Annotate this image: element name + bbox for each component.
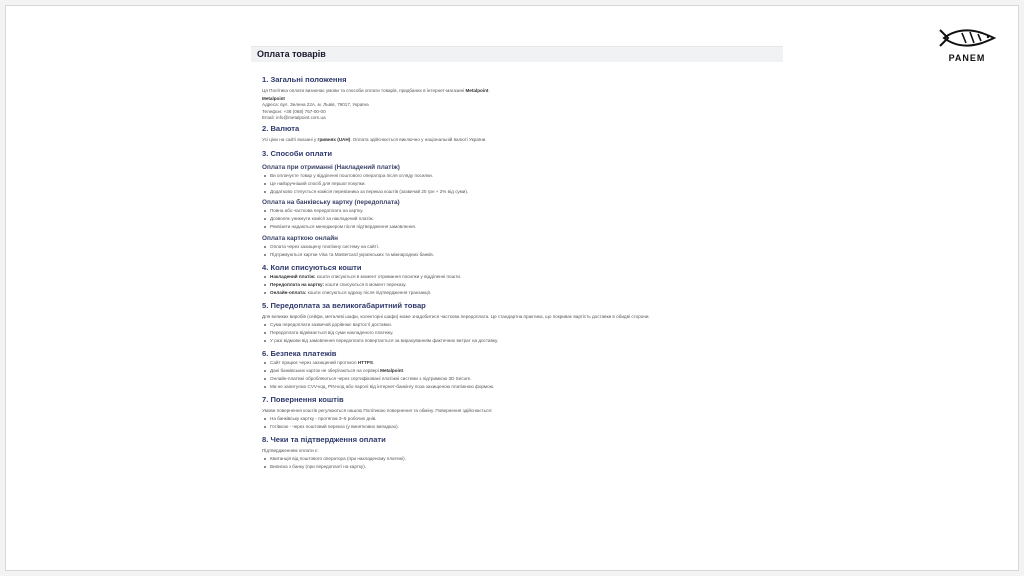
list-item: Ви оплачуєте товар у відділенні поштового оператора після огляду посилки. (262, 172, 772, 180)
list-item: Онлайн-оплата: кошти списуються одразу після підтвердження транзакції. (262, 289, 772, 297)
list-item: Дані банківських карток не зберігаються на сервері Metalpoint. (262, 367, 772, 375)
bullet-list (262, 243, 772, 259)
section-text: Усі ціни на сайті вказані у гривнях (UAH). Оплата здійснюється виключно у національній валюті України. (262, 137, 487, 143)
section-heading: 5. Передоплата за великогабаритний товар (262, 301, 426, 311)
section-heading: 6. Безпека платежів (262, 349, 337, 359)
contact-block (262, 96, 772, 121)
section-text: Ця Політика оплати визначає умови та способи оплати товарів, придбаних в інтернет-магазині Metalpoint. (262, 88, 490, 93)
section-text: Підтвердженням оплати є: (262, 448, 319, 454)
bullet-list (262, 207, 772, 231)
subsection-heading: Оплата при отриманні (Накладений платіж) (262, 164, 400, 172)
slide-frame (5, 5, 1019, 571)
page-content (251, 62, 783, 471)
list-item: Накладений платіж: кошти списуються в момент отримання посилки у відділенні пошти. (262, 273, 772, 281)
section-heading: 2. Валюта (262, 124, 300, 134)
list-item: Готівкою - через поштовий переказ (у виняткових випадках). (262, 423, 772, 431)
list-item: Додатково стягується комісія перевізника за переказ коштів (зазвичай 20 грн + 2% від суми). (262, 188, 772, 196)
list-item: Квитанція від поштового оператора (при накладеному платежі). (262, 455, 772, 463)
list-item: Сайт працює через захищений протокол HTTPS. (262, 359, 772, 367)
panem-logo (938, 24, 996, 68)
list-item: Оплата через захищену платіжну систему на сайті. (262, 243, 772, 251)
list-item: Ми не запитуємо CVV-код, PIN-код або паролі від інтернет-банкінгу поза захищеною платіжною формою. (262, 383, 772, 391)
bullet-list (262, 359, 772, 391)
list-item: Дозволяє уникнути комісії за накладений платіж. (262, 215, 772, 223)
section-text: Для великих виробів (сейфи, металеві шафи, колекторні шафи) може знадобитися часткова передоплата. Це стандартна практика, що покриває вартість доставки в обидві сторони. (262, 314, 650, 320)
list-item: Передоплата віднімається від суми накладеного платежу. (262, 329, 772, 337)
list-item: На банківську картку - протягом 3–5 робочих днів. (262, 415, 772, 423)
bullet-list (262, 273, 772, 297)
contact-name: Metalpoint (262, 96, 285, 101)
list-item: Підтримуються картки Visa та Mastercard українських та міжнародних банків. (262, 251, 772, 259)
list-item: Повна або часткова передоплата на картку. (262, 207, 772, 215)
contact-email: Email: info@metalpoint.com.ua (262, 114, 326, 120)
section-heading: 8. Чеки та підтвердження оплати (262, 435, 386, 445)
section-text: Умови повернення коштів регулюються нашою Політикою повернення та обміну. Повернення здійснюється: (262, 408, 493, 414)
list-item: Це найзручніший спосіб для першої покупки. (262, 180, 772, 188)
list-item: Передоплата на картку: кошти списуються в момент переказу. (262, 281, 772, 289)
section-heading: 3. Способи оплати (262, 149, 333, 159)
section-heading: 4. Коли списуються кошти (262, 263, 362, 273)
list-item: У разі відмови від замовлення передоплата повертається за вирахуванням фактичних витрат на доставку. (262, 337, 772, 345)
list-item: Онлайн-платежі обробляються через сертифіковані платіжні системи з підтримкою 3D Secure. (262, 375, 772, 383)
subsection-heading: Оплата на банківську картку (передоплата) (262, 199, 400, 207)
logo-text: PANEM (948, 53, 986, 63)
list-item: Виписка з банку (при передоплаті на картку). (262, 463, 772, 471)
list-item: Сума передоплати зазвичай дорівнює вартості доставки. (262, 321, 772, 329)
section-heading: 7. Повернення коштів (262, 395, 344, 405)
section-heading: 1. Загальні положення (262, 75, 347, 84)
bullet-list (262, 455, 772, 471)
contact-address: Адреса: вул. Зелена 22А, м. Львів, 79017, Україна (262, 102, 369, 108)
bullet-list (262, 415, 772, 431)
page-title: Оплата товарів (251, 46, 783, 62)
list-item: Реквізити надаються менеджером після підтвердження замовлення. (262, 223, 772, 231)
document-page (251, 46, 783, 538)
bullet-list (262, 172, 772, 196)
subsection-heading: Оплата карткою онлайн (262, 235, 339, 243)
bullet-list (262, 321, 772, 345)
fish-icon (938, 24, 996, 54)
contact-phone: Телефон: +38 (068) 757-00-00 (262, 108, 326, 114)
